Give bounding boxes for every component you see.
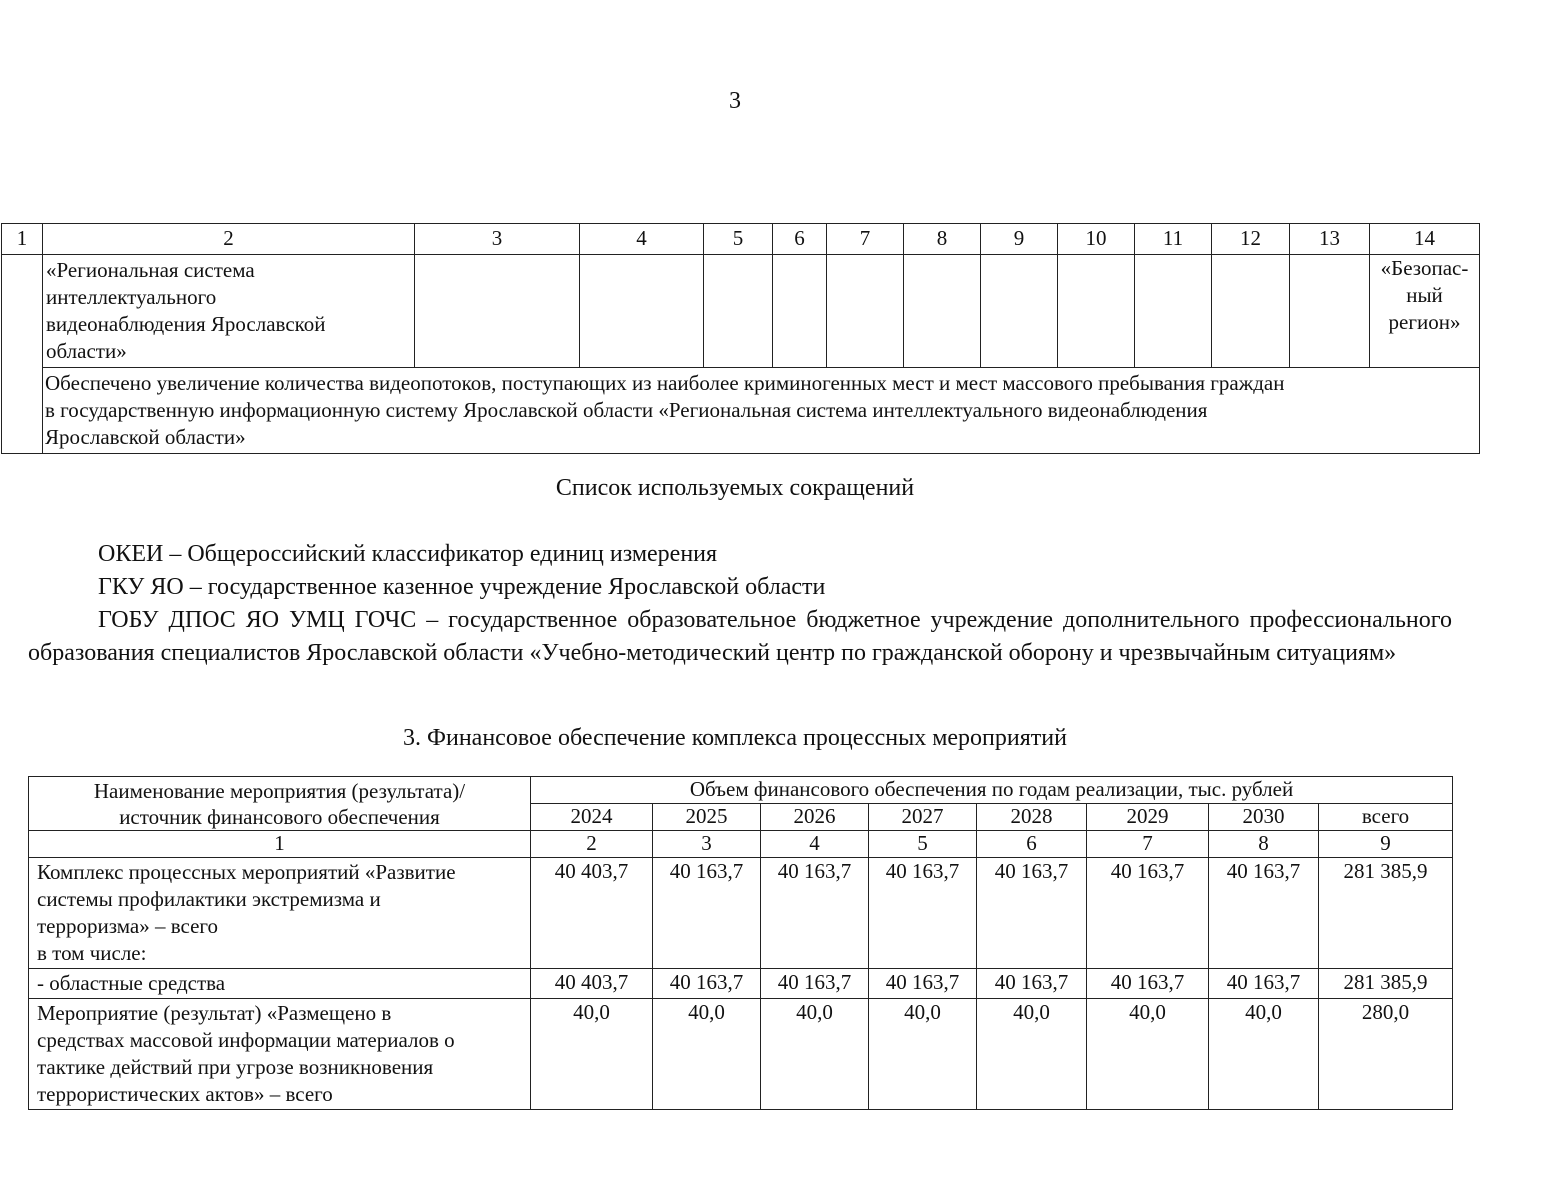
- finance-volume-header: Объем финансового обеспечения по годам реализации, тыс. рублей: [531, 777, 1453, 804]
- indicators-table: [1, 223, 1480, 454]
- col-number: 1: [29, 831, 531, 858]
- col-number: 6: [977, 831, 1087, 858]
- year-header: 2027: [869, 804, 977, 831]
- row-number-cell: [2, 255, 43, 454]
- finance-row-label: [29, 858, 531, 969]
- system-name-line: «Региональная система: [46, 258, 255, 282]
- empty-cell: [1212, 255, 1290, 368]
- value-cell: 40 403,7: [531, 969, 653, 999]
- top-table-header-row: [2, 224, 1480, 255]
- label-line: террористических актов» – всего: [37, 1082, 333, 1106]
- finance-title: 3. Финансовое обеспечение комплекса процессных мероприятий: [403, 725, 1067, 751]
- finance-row-label: [29, 999, 531, 1110]
- project-name-line: ный: [1406, 283, 1443, 307]
- abbreviation-item: ОКЕИ – Общероссийский классификатор единиц измерения: [98, 541, 718, 567]
- top-col-10: 10: [1058, 224, 1135, 255]
- label-line: в том числе:: [37, 941, 147, 965]
- project-name-line: регион»: [1388, 310, 1461, 334]
- value-cell: 40 163,7: [761, 858, 869, 969]
- value-cell: 40,0: [531, 999, 653, 1110]
- total-cell: 281 385,9: [1319, 858, 1453, 969]
- abbreviation-item: ГКУ ЯО – государственное казенное учреждение Ярославской области: [98, 574, 826, 600]
- top-col-2: 2: [43, 224, 415, 255]
- empty-cell: [415, 255, 580, 368]
- abbreviation-item: ГОБУ ДПОС ЯО УМЦ ГОЧС – государственное образовательное бюджетное учреждение дополнительного профессионального образования специалистов Ярославской области «Учебно-методический центр по гражданской оборону и чрезвычайным ситуациям»: [28, 607, 1452, 666]
- empty-cell: [704, 255, 773, 368]
- col-number: 8: [1209, 831, 1319, 858]
- result-line: в государственную информационную систему Ярославской области «Региональная система интеллектуального видеонаблюдения: [45, 398, 1208, 422]
- finance-name-header: [29, 777, 531, 831]
- total-header: всего: [1319, 804, 1453, 831]
- value-cell: 40 403,7: [531, 858, 653, 969]
- abbreviations-list: [28, 538, 1452, 670]
- year-header: 2025: [653, 804, 761, 831]
- value-cell: 40 163,7: [1087, 858, 1209, 969]
- label-line: Мероприятие (результат) «Размещено в: [37, 1001, 392, 1025]
- top-col-6: 6: [773, 224, 827, 255]
- value-cell: 40,0: [653, 999, 761, 1110]
- empty-cell: [1058, 255, 1135, 368]
- empty-cell: [1290, 255, 1370, 368]
- value-cell: 40 163,7: [653, 858, 761, 969]
- finance-name-header-line: Наименование мероприятия (результата)/: [93, 778, 466, 803]
- col-number: 5: [869, 831, 977, 858]
- top-col-7: 7: [827, 224, 904, 255]
- top-col-4: 4: [580, 224, 704, 255]
- top-table-result-row: [2, 368, 1480, 454]
- finance-row-label: [29, 969, 531, 999]
- label-line: - областные средства: [37, 971, 226, 995]
- finance-row-complex: [29, 858, 1453, 969]
- label-line: средствах массовой информации материалов о: [37, 1028, 455, 1052]
- value-cell: 40 163,7: [1209, 969, 1319, 999]
- year-header: 2030: [1209, 804, 1319, 831]
- top-col-3: 3: [415, 224, 580, 255]
- year-header: 2024: [531, 804, 653, 831]
- top-col-11: 11: [1135, 224, 1212, 255]
- col-number: 3: [653, 831, 761, 858]
- top-col-1: 1: [2, 224, 43, 255]
- label-line: Комплекс процессных мероприятий «Развитие: [37, 860, 456, 884]
- empty-cell: [1135, 255, 1212, 368]
- total-cell: 280,0: [1319, 999, 1453, 1110]
- project-name-cell: [1370, 255, 1480, 368]
- top-col-8: 8: [904, 224, 981, 255]
- value-cell: 40 163,7: [977, 858, 1087, 969]
- value-cell: 40 163,7: [653, 969, 761, 999]
- value-cell: 40 163,7: [761, 969, 869, 999]
- result-description-cell: [43, 368, 1480, 454]
- label-line: терроризма» – всего: [37, 914, 218, 938]
- system-name-line: видеонаблюдения Ярославской: [46, 312, 326, 336]
- result-line: Обеспечено увеличение количества видеопотоков, поступающих из наиболее криминогенных мест и мест массового пребывания граждан: [45, 371, 1285, 395]
- value-cell: 40 163,7: [869, 969, 977, 999]
- finance-table: [28, 776, 1453, 1110]
- value-cell: 40,0: [1087, 999, 1209, 1110]
- year-header: 2028: [977, 804, 1087, 831]
- label-line: системы профилактики экстремизма и: [37, 887, 381, 911]
- finance-header-row: [29, 777, 1453, 804]
- top-col-5: 5: [704, 224, 773, 255]
- finance-colnum-row: [29, 831, 1453, 858]
- project-name-line: «Безопас-: [1380, 256, 1469, 280]
- empty-cell: [773, 255, 827, 368]
- value-cell: 40,0: [977, 999, 1087, 1110]
- top-col-9: 9: [981, 224, 1058, 255]
- top-table-row: [2, 255, 1480, 368]
- finance-row-event: [29, 999, 1453, 1110]
- total-cell: 281 385,9: [1319, 969, 1453, 999]
- year-header: 2026: [761, 804, 869, 831]
- empty-cell: [981, 255, 1058, 368]
- top-col-12: 12: [1212, 224, 1290, 255]
- value-cell: 40,0: [869, 999, 977, 1110]
- value-cell: 40,0: [1209, 999, 1319, 1110]
- col-number: 4: [761, 831, 869, 858]
- top-col-14: 14: [1370, 224, 1480, 255]
- value-cell: 40 163,7: [869, 858, 977, 969]
- system-name-cell: [43, 255, 415, 368]
- value-cell: 40 163,7: [977, 969, 1087, 999]
- empty-cell: [580, 255, 704, 368]
- abbreviations-title: Список используемых сокращений: [555, 475, 915, 501]
- result-line: Ярославской области»: [45, 425, 246, 449]
- value-cell: 40 163,7: [1209, 858, 1319, 969]
- col-number: 2: [531, 831, 653, 858]
- value-cell: 40 163,7: [1087, 969, 1209, 999]
- empty-cell: [904, 255, 981, 368]
- top-col-13: 13: [1290, 224, 1370, 255]
- finance-row-regional: [29, 969, 1453, 999]
- empty-cell: [827, 255, 904, 368]
- system-name-line: области»: [46, 339, 127, 363]
- year-header: 2029: [1087, 804, 1209, 831]
- col-number: 9: [1319, 831, 1453, 858]
- value-cell: 40,0: [761, 999, 869, 1110]
- col-number: 7: [1087, 831, 1209, 858]
- system-name-line: интеллектуального: [46, 285, 217, 309]
- finance-name-header-line: источник финансового обеспечения: [119, 804, 440, 829]
- label-line: тактике действий при угрозе возникновения: [37, 1055, 434, 1079]
- page-number: 3: [729, 88, 741, 114]
